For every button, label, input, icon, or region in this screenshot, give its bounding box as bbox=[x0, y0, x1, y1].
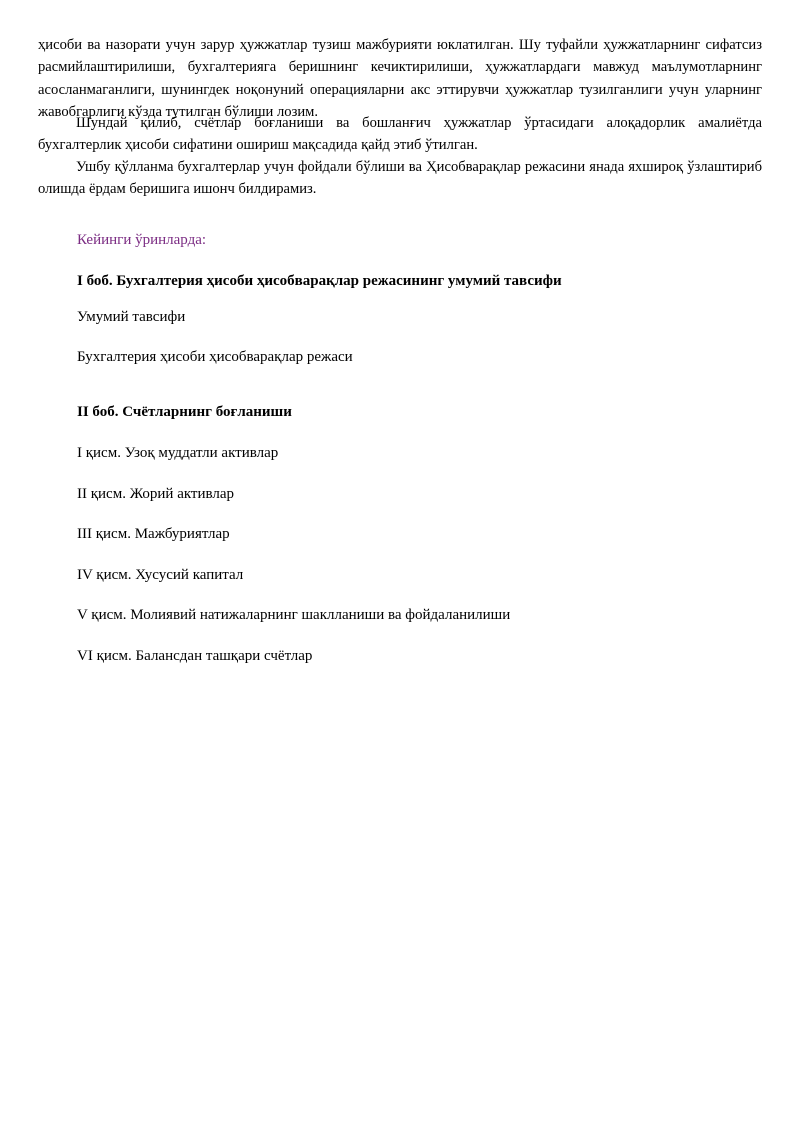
body-paragraph: Ушбу қўлланма бухгалтерлар учун фойдали бўлиши ва Ҳисобварақлар режасини янада яхшироқ ўзлаштириб олишда ёрдам беришига ишонч билдирамиз. bbox=[38, 159, 762, 198]
contents-item: IV қисм. Хусусий капитал bbox=[77, 567, 244, 583]
contents-item: III қисм. Мажбуриятлар bbox=[77, 526, 230, 542]
contents-subtitle: Кейинги ўринларда: bbox=[77, 232, 207, 248]
contents-item: Бухгалтерия ҳисоби ҳисобварақлар режаси bbox=[77, 349, 353, 365]
contents-item: V қисм. Молиявий натижаларнинг шаклланиши ва фойдаланилиши bbox=[77, 607, 511, 623]
chapter-title: I боб. Бухгалтерия ҳисоби ҳисобварақлар режасининг умумий тавсифи bbox=[77, 273, 562, 289]
body-paragraph: Шундай қилиб, счётлар боғланиши ва бошланғич ҳужжатлар ўртасидаги алоқадорлик амалиётда бухгалтерлик ҳисоби сифатини ошириш мақсадида қайд этиб ўтилган. bbox=[38, 115, 762, 154]
contents-item: Умумий тавсифи bbox=[77, 309, 186, 325]
contents-item: I қисм. Узоқ муддатли активлар bbox=[77, 445, 279, 461]
chapter-title: II боб. Счётларнинг боғланиши bbox=[77, 404, 292, 420]
contents-item: II қисм. Жорий активлар bbox=[77, 486, 235, 502]
body-paragraph: ҳисоби ва назорати учун зарур ҳужжатлар тузиш мажбурияти юклатилган. Шу туфайли ҳужжатларнинг сифатсиз расмийлаштирилиши, бухгалтерияга беришнинг кечиктирилиши, ҳужжатлардаги мавжуд маълумотларнинг асосланмаганлиги, шунингдек ноқонуний операцияларни акс эттирувчи ҳужжатлар тузилганлиги учун уларнинг жавобгарлиги кўзда тутилган бўлиши лозим. bbox=[38, 37, 762, 120]
contents-item: VI қисм. Балансдан ташқари счётлар bbox=[77, 648, 313, 664]
